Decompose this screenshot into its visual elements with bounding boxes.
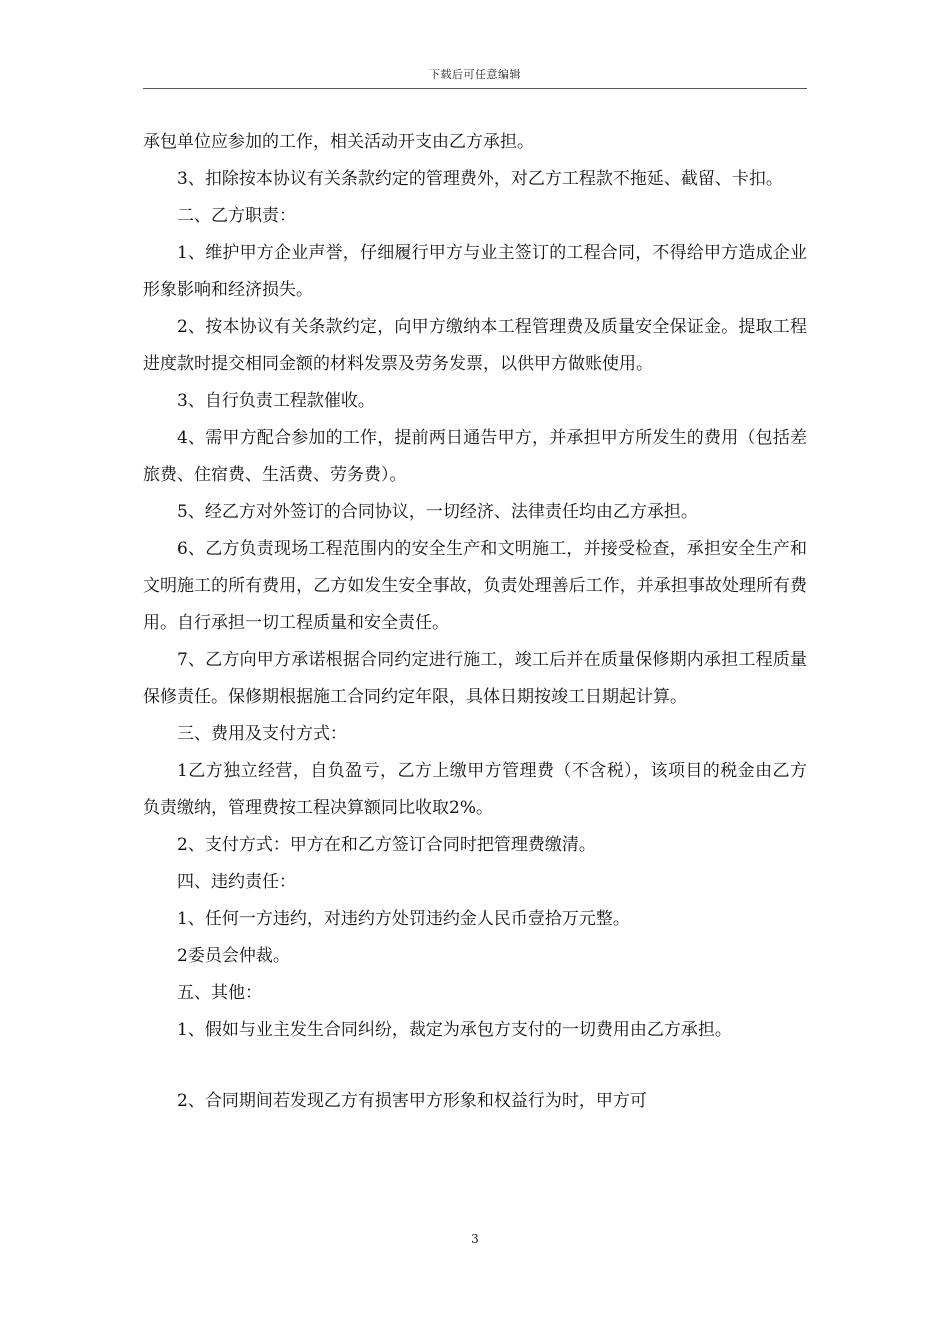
paragraph-duty-7: 7、乙方向甲方承诺根据合同约定进行施工，竣工后并在质量保修期内承担工程质量保修责任。保修期根据施工合同约定年限，具体日期按竣工日期起计算。 (143, 650, 807, 707)
document-body (143, 124, 807, 1120)
paragraph-duty-4: 4、需甲方配合参加的工作，提前两日通告甲方，并承担甲方所发生的费用（包括差旅费、住宿费、生活费、劳务费）。 (143, 428, 807, 485)
header-divider (143, 88, 807, 89)
paragraph-duty-6: 6、乙方负责现场工程范围内的安全生产和文明施工，并接受检查，承担安全生产和文明施工的所有费用，乙方如发生安全事故，负责处理善后工作，并承担事故处理所有费用。自行承担一切工程质量和安全责任。 (143, 539, 807, 633)
paragraph-fee-1: 1乙方独立经营，自负盈亏，乙方上缴甲方管理费（不含税），该项目的税金由乙方负责缴纳，管理费按工程决算额同比收取2%。 (143, 761, 807, 818)
paragraph-fee-2: 2、支付方式：甲方在和乙方签订合同时把管理费缴清。 (177, 835, 596, 855)
paragraph-breach-1: 1、任何一方违约，对违约方处罚违约金人民币壹拾万元整。 (177, 909, 630, 929)
paragraph-other-1: 1、假如与业主发生合同纠纷，裁定为承包方支付的一切费用由乙方承担。 (177, 1020, 732, 1040)
paragraph-continuation: 承包单位应参加的工作，相关活动开支由乙方承担。 (143, 132, 534, 152)
paragraph-breach-2: 2委员会仲裁。 (177, 946, 290, 966)
paragraph-duty-1: 1、维护甲方企业声誉，仔细履行甲方与业主签订的工程合同，不得给甲方造成企业形象影响和经济损失。 (143, 243, 807, 300)
paragraph-duty-2: 2、按本协议有关条款约定，向甲方缴纳本工程管理费及质量安全保证金。提取工程进度款时提交相同金额的材料发票及劳务发票，以供甲方做账使用。 (143, 317, 807, 374)
paragraph-clause-3: 3、扣除按本协议有关条款约定的管理费外，对乙方工程款不拖延、截留、卡扣。 (177, 169, 783, 189)
page-header: 下载后可任意编辑 (429, 68, 521, 81)
paragraph-duty-3: 3、自行负责工程款催收。 (177, 391, 375, 411)
section-heading-party-b-duties: 二、乙方职责： (177, 206, 296, 226)
paragraph-other-2: 2、合同期间若发现乙方有损害甲方形象和权益行为时，甲方可 (177, 1091, 647, 1111)
section-heading-breach: 四、违约责任： (177, 872, 296, 892)
paragraph-duty-5: 5、经乙方对外签订的合同协议，一切经济、法律责任均由乙方承担。 (177, 502, 698, 522)
section-heading-other: 五、其他： (177, 983, 262, 1003)
page-number: 3 (471, 1232, 479, 1246)
section-heading-fees-payment: 三、费用及支付方式： (177, 724, 347, 744)
